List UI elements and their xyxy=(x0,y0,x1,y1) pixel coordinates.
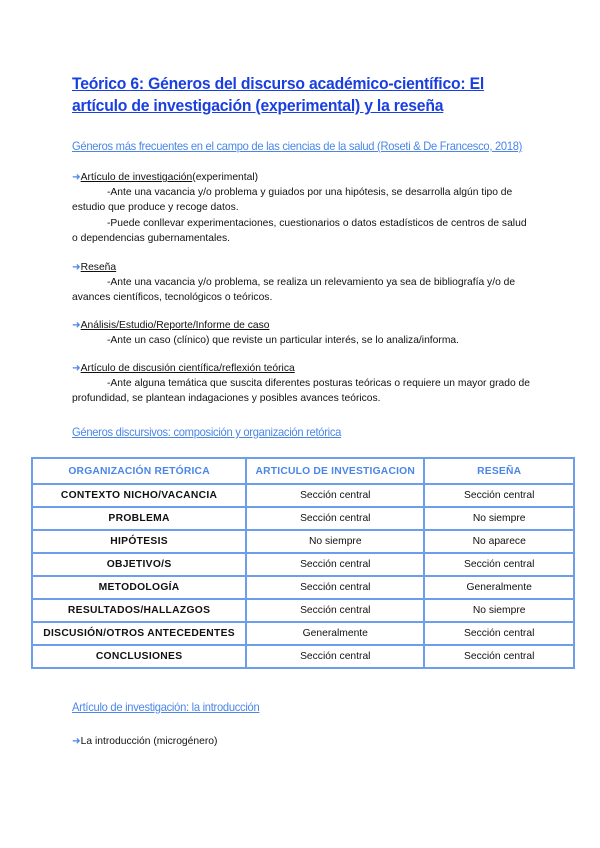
section-analisis-line1: -Ante un caso (clínico) que reviste un particular interés, se lo analiza/informa. xyxy=(107,335,459,347)
row-label: METODOLOGÍA xyxy=(32,576,246,599)
table-row xyxy=(32,576,574,599)
subheading-introduccion: Artículo de investigación: la introducción xyxy=(72,700,260,714)
section-articulo-line1: -Ante una vacancia y/o problema y guiados por una hipótesis, se desarrolla algún tipo de estudio que produce y recoge datos. xyxy=(72,187,513,214)
table-row xyxy=(32,645,574,668)
row-label: CONTEXTO NICHO/VACANCIA xyxy=(32,484,246,507)
section-discusion-heading xyxy=(72,361,532,376)
column-header: ORGANIZACIÓN RETÓRICA xyxy=(32,458,246,484)
section-introduccion xyxy=(72,734,532,749)
table-cell: Sección central xyxy=(424,622,574,645)
table-cell: Sección central xyxy=(246,576,424,599)
table-header-row xyxy=(32,458,574,484)
subheading-composicion: Géneros discursivos: composición y organización retórica xyxy=(72,425,342,439)
table-cell: Sección central xyxy=(424,484,574,507)
arrow-right-icon: ➜ xyxy=(72,736,81,747)
section-articulo xyxy=(72,170,532,246)
row-label: HIPÓTESIS xyxy=(32,530,246,553)
table-cell: Sección central xyxy=(246,484,424,507)
section-analisis xyxy=(72,318,532,348)
section-introduccion-heading xyxy=(72,734,532,749)
section-discusion-label: Artículo de discusión científica/reflexión teórica xyxy=(80,363,295,374)
section-articulo-heading xyxy=(72,170,532,185)
table-row xyxy=(32,530,574,553)
table-cell: Generalmente xyxy=(424,576,574,599)
table-cell: No siempre xyxy=(246,530,424,553)
section-introduccion-label: La introducción (microgénero) xyxy=(80,736,218,747)
table-row xyxy=(32,599,574,622)
arrow-right-icon: ➜ xyxy=(72,320,81,331)
section-articulo-line2: -Puede conllevar experimentaciones, cuestionarios o datos estadísticos de centros de salud o dependencias gubernamentales. xyxy=(72,217,527,244)
row-label: PROBLEMA xyxy=(32,507,246,530)
table-cell: No aparece xyxy=(424,530,574,553)
section-articulo-suffix: (experimental) xyxy=(192,172,259,183)
section-resena-label: Reseña xyxy=(80,262,117,273)
section-discusion xyxy=(72,361,532,407)
table-cell: No siempre xyxy=(424,507,574,530)
row-label: OBJETIVO/S xyxy=(32,553,246,576)
section-analisis-label: Análisis/Estudio/Reporte/Informe de caso xyxy=(80,320,270,331)
table-cell: Sección central xyxy=(246,553,424,576)
page-title: Teórico 6: Géneros del discurso académico-científico: El artículo de investigación (experimental) y la reseña xyxy=(72,75,485,115)
row-label: CONCLUSIONES xyxy=(32,645,246,668)
section-resena xyxy=(72,260,532,306)
table-row xyxy=(32,622,574,645)
row-label: DISCUSIÓN/OTROS ANTECEDENTES xyxy=(32,622,246,645)
table-cell: Sección central xyxy=(246,645,424,668)
table-cell: Sección central xyxy=(424,553,574,576)
table-row xyxy=(32,484,574,507)
table-cell: Sección central xyxy=(246,599,424,622)
column-header: ARTICULO DE INVESTIGACION xyxy=(246,458,424,484)
table-cell: No siempre xyxy=(424,599,574,622)
section-articulo-label: Artículo de investigación xyxy=(80,172,193,183)
row-label: RESULTADOS/HALLAZGOS xyxy=(32,599,246,622)
section-discusion-line1: -Ante alguna temática que suscita diferentes posturas teóricas o requiere un mayor grado de profundidad, se plantean indagaciones y posibles avances teóricos. xyxy=(72,378,530,405)
table-cell: Generalmente xyxy=(246,622,424,645)
rhetorical-organization-table xyxy=(31,457,575,669)
table-cell: Sección central xyxy=(246,507,424,530)
table-cell: Sección central xyxy=(424,645,574,668)
section-analisis-heading xyxy=(72,318,532,333)
section-resena-heading xyxy=(72,260,532,275)
arrow-right-icon: ➜ xyxy=(72,172,81,183)
column-header: RESEÑA xyxy=(424,458,574,484)
table-row xyxy=(32,507,574,530)
table-row xyxy=(32,553,574,576)
subheading-frecuentes: Géneros más frecuentes en el campo de las ciencias de la salud (Roseti & De Francesco, 2018) xyxy=(72,139,523,153)
section-resena-line1: -Ante una vacancia y/o problema, se realiza un relevamiento ya sea de bibliografía y/o de avances científicos, tecnológicos o teóricos. xyxy=(72,277,516,304)
arrow-right-icon: ➜ xyxy=(72,363,81,374)
arrow-right-icon: ➜ xyxy=(72,262,81,273)
